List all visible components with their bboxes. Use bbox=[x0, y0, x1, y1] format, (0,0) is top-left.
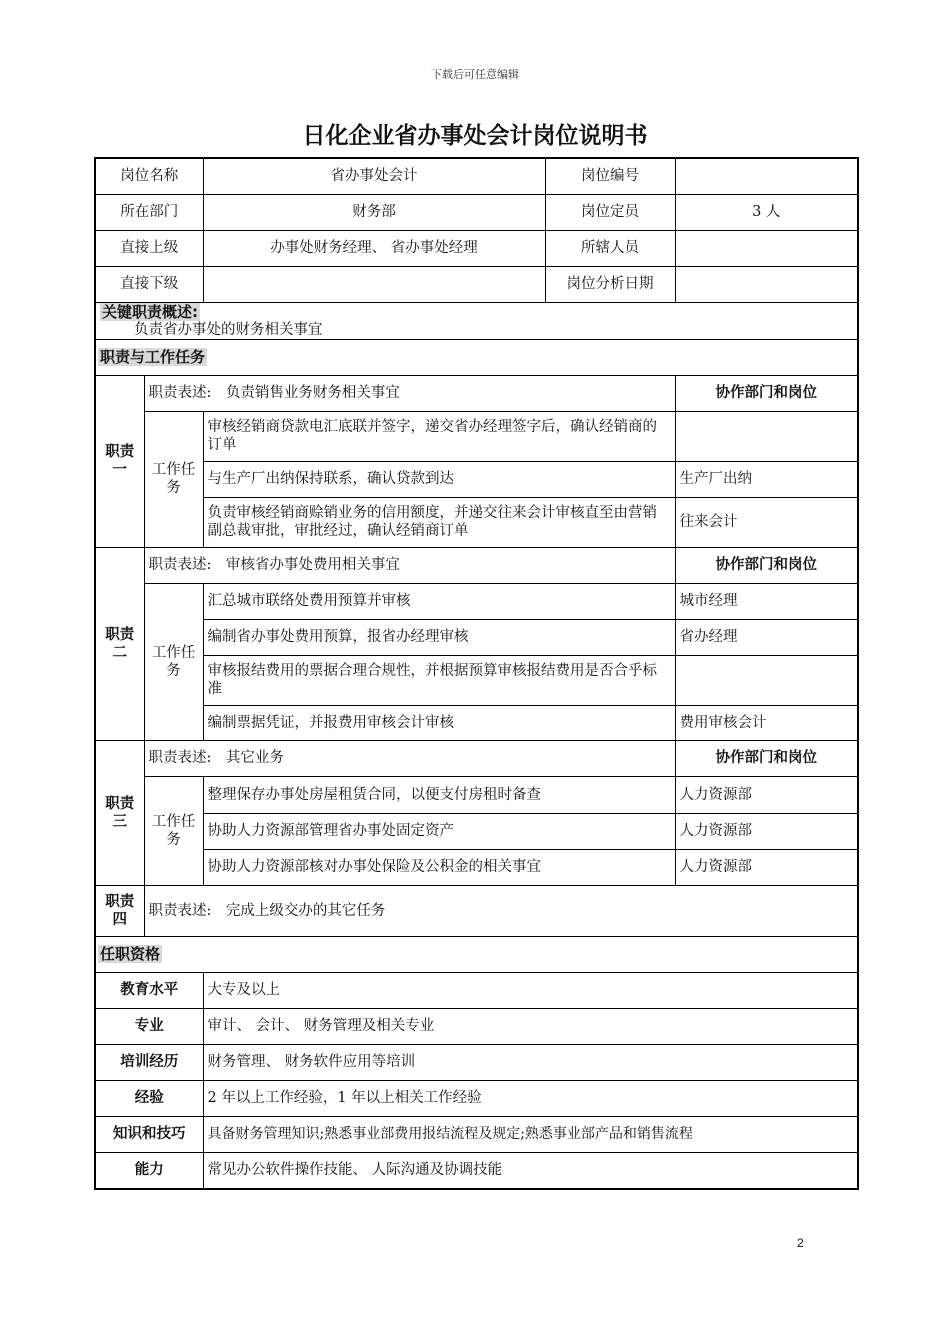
table-row bbox=[95, 655, 858, 705]
info-label: 直接下级 bbox=[95, 266, 203, 302]
task-text: 与生产厂出纳保持联系，确认贷款到达 bbox=[203, 461, 675, 497]
table-row bbox=[95, 461, 858, 497]
task-dept: 城市经理 bbox=[675, 583, 858, 619]
duties-title-cell bbox=[95, 339, 858, 375]
qualification-label: 能力 bbox=[95, 1152, 203, 1189]
duty3-label: 职责三 bbox=[95, 740, 144, 885]
table-row bbox=[95, 583, 858, 619]
duty2-label: 职责二 bbox=[95, 547, 144, 740]
info-row-3 bbox=[95, 230, 858, 266]
qualification-value: 常见办公软件操作技能、 人际沟通及协调技能 bbox=[203, 1152, 858, 1189]
page-number: 2 bbox=[797, 1236, 804, 1250]
qualification-value: 审计、 会计、 财务管理及相关专业 bbox=[203, 1008, 858, 1044]
table-row bbox=[95, 705, 858, 740]
task-dept bbox=[675, 655, 858, 705]
header-note: 下载后可任意编辑 bbox=[431, 68, 519, 81]
qualifications-title-cell bbox=[95, 936, 858, 972]
qualification-label: 教育水平 bbox=[95, 972, 203, 1008]
info-row-4 bbox=[95, 266, 858, 302]
task-label: 工作任务 bbox=[144, 583, 203, 740]
task-text: 协助人力资源部核对办事处保险及公积金的相关事宜 bbox=[203, 849, 675, 885]
collab-header: 协作部门和岗位 bbox=[675, 547, 858, 583]
info-value: 财务部 bbox=[203, 194, 545, 230]
task-dept: 人力资源部 bbox=[675, 813, 858, 849]
info-value bbox=[675, 266, 858, 302]
task-dept: 人力资源部 bbox=[675, 849, 858, 885]
job-description-table bbox=[94, 157, 859, 1190]
info-label: 岗位分析日期 bbox=[545, 266, 675, 302]
qualification-value: 2 年以上工作经验，1 年以上相关工作经验 bbox=[203, 1080, 858, 1116]
task-dept bbox=[675, 411, 858, 461]
info-value bbox=[675, 230, 858, 266]
task-text: 协助人力资源部管理省办事处固定资产 bbox=[203, 813, 675, 849]
table-row bbox=[95, 497, 858, 547]
task-dept: 省办经理 bbox=[675, 619, 858, 655]
task-text: 整理保存办事处房屋租赁合同，以便支付房租时备查 bbox=[203, 776, 675, 813]
duty2-desc: 职责表述: 审核省办事处费用相关事宜 bbox=[144, 547, 675, 583]
info-value: 3 人 bbox=[675, 194, 858, 230]
duty4-row bbox=[95, 885, 858, 936]
task-dept: 人力资源部 bbox=[675, 776, 858, 813]
duty1-desc-row bbox=[95, 375, 858, 411]
qualification-value: 具备财务管理知识;熟悉事业部费用报结流程及规定;熟悉事业部产品和销售流程 bbox=[203, 1116, 858, 1152]
table-row bbox=[95, 411, 858, 461]
table-row bbox=[95, 1116, 858, 1152]
info-row-2 bbox=[95, 194, 858, 230]
qualification-label: 知识和技巧 bbox=[95, 1116, 203, 1152]
task-text: 审核经销商贷款电汇底联并签字，递交省办经理签字后，确认经销商的订单 bbox=[203, 411, 675, 461]
task-text: 编制票据凭证，并报费用审核会计审核 bbox=[203, 705, 675, 740]
qualification-label: 专业 bbox=[95, 1008, 203, 1044]
qualifications-title: 任职资格 bbox=[100, 944, 161, 963]
duty3-desc: 职责表述: 其它业务 bbox=[144, 740, 675, 776]
table-row bbox=[95, 813, 858, 849]
task-dept: 往来会计 bbox=[675, 497, 858, 547]
qualification-label: 培训经历 bbox=[95, 1044, 203, 1080]
task-dept: 费用审核会计 bbox=[675, 705, 858, 740]
info-label: 直接上级 bbox=[95, 230, 203, 266]
info-value bbox=[203, 266, 545, 302]
table-row bbox=[95, 1044, 858, 1080]
task-text: 编制省办事处费用预算，报省办经理审核 bbox=[203, 619, 675, 655]
collab-header: 协作部门和岗位 bbox=[675, 740, 858, 776]
duty4-label: 职责四 bbox=[95, 885, 144, 936]
duties-title: 职责与工作任务 bbox=[100, 347, 206, 366]
task-text: 负责审核经销商赊销业务的信用额度，并递交往来会计审核直至由营销副总裁审批，审批经过，确认经销商订单 bbox=[203, 497, 675, 547]
collab-header: 协作部门和岗位 bbox=[675, 375, 858, 411]
info-label: 岗位名称 bbox=[95, 158, 203, 194]
info-label: 岗位编号 bbox=[545, 158, 675, 194]
qualification-value: 大专及以上 bbox=[203, 972, 858, 1008]
summary-row bbox=[95, 302, 858, 339]
info-label: 所在部门 bbox=[95, 194, 203, 230]
info-label: 岗位定员 bbox=[545, 194, 675, 230]
info-row-1 bbox=[95, 158, 858, 194]
task-text: 审核报结费用的票据合理合规性，并根据预算审核报结费用是否合乎标准 bbox=[203, 655, 675, 705]
page-title: 日化企业省办事处会计岗位说明书 bbox=[302, 123, 648, 149]
qualification-label: 经验 bbox=[95, 1080, 203, 1116]
table-row bbox=[95, 776, 858, 813]
info-value: 办事处财务经理、 省办事处经理 bbox=[203, 230, 545, 266]
table-row bbox=[95, 1152, 858, 1189]
table-row bbox=[95, 972, 858, 1008]
duty1-label: 职责一 bbox=[95, 375, 144, 547]
duty3-desc-row bbox=[95, 740, 858, 776]
summary-text: 负责省办事处的财务相关事宜 bbox=[134, 321, 323, 338]
duty2-desc-row bbox=[95, 547, 858, 583]
task-dept: 生产厂出纳 bbox=[675, 461, 858, 497]
summary-label: 关键职责概述: bbox=[102, 302, 198, 321]
summary-cell bbox=[95, 302, 858, 339]
info-value bbox=[675, 158, 858, 194]
table-row bbox=[95, 1008, 858, 1044]
table-row bbox=[95, 619, 858, 655]
task-text: 汇总城市联络处费用预算并审核 bbox=[203, 583, 675, 619]
duties-title-row bbox=[95, 339, 858, 375]
info-label: 所辖人员 bbox=[545, 230, 675, 266]
task-label: 工作任务 bbox=[144, 776, 203, 885]
table-row bbox=[95, 849, 858, 885]
duty4-desc: 职责表述: 完成上级交办的其它任务 bbox=[144, 885, 858, 936]
qualification-value: 财务管理、 财务软件应用等培训 bbox=[203, 1044, 858, 1080]
duty1-desc: 职责表述: 负责销售业务财务相关事宜 bbox=[144, 375, 675, 411]
table-row bbox=[95, 1080, 858, 1116]
task-label: 工作任务 bbox=[144, 411, 203, 547]
info-value: 省办事处会计 bbox=[203, 158, 545, 194]
qualifications-title-row bbox=[95, 936, 858, 972]
